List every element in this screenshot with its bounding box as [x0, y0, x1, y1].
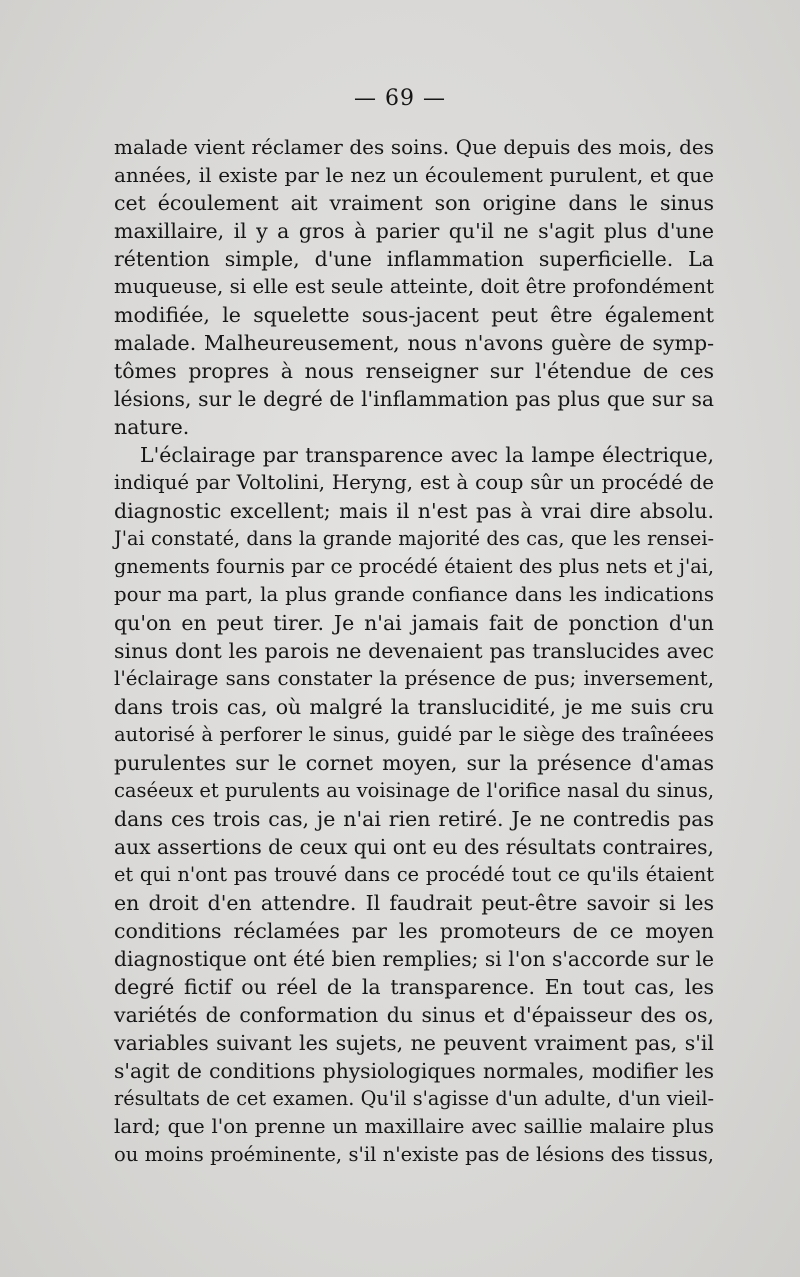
text-line: l'éclairage sans constater la présence de pus; inversement, — [114, 667, 714, 690]
text-line: malade. Malheureusement, nous n'avons guère de symp- — [114, 331, 714, 355]
text-line: qu'on en peut tirer. Je n'ai jamais fait de ponction d'un — [114, 611, 714, 635]
text-line: et qui n'ont pas trouvé dans ce procédé tout ce qu'ils étaient — [114, 863, 714, 886]
text-line: cet écoulement ait vraiment son origine dans le sinus — [114, 191, 714, 215]
text-line: modifiée, le squelette sous-jacent peut être également — [114, 303, 714, 327]
page-number: — 69 — — [354, 86, 446, 111]
text-line: années, il existe par le nez un écoulement purulent, et que — [114, 163, 714, 187]
text-line: s'agit de conditions physiologiques normales, modifier les — [114, 1059, 714, 1083]
text-line: diagnostic excellent; mais il n'est pas à vrai dire absolu. — [114, 499, 714, 523]
text-line: malade vient réclamer des soins. Que depuis des mois, des — [114, 135, 714, 159]
text-line: conditions réclamées par les promoteurs de ce moyen — [114, 919, 714, 943]
paragraph-1 — [114, 133, 714, 441]
text-line: lésions, sur le degré de l'inflammation pas plus que sur sa — [114, 387, 714, 411]
text-line: variables suivant les sujets, ne peuvent vraiment pas, s'il — [114, 1031, 714, 1055]
text-line: tômes propres à nous renseigner sur l'étendue de ces — [114, 359, 714, 383]
text-line: gnements fournis par ce procédé étaient des plus nets et j'ai, — [114, 555, 714, 578]
paragraph-2 — [114, 441, 714, 1169]
text-line: autorisé à perforer le sinus, guidé par le siège des traînéees — [114, 723, 714, 746]
text-line: aux assertions de ceux qui ont eu des résultats contraires, — [114, 835, 714, 859]
text-line: purulentes sur le cornet moyen, sur la présence d'amas — [114, 751, 714, 775]
text-line: nature. — [114, 415, 190, 439]
text-line: sinus dont les parois ne devenaient pas translucides avec — [114, 639, 714, 663]
text-line: indiqué par Voltolini, Heryng, est à coup sûr un procédé de — [114, 471, 714, 494]
text-line: muqueuse, si elle est seule atteinte, doit être profondément — [114, 275, 714, 298]
text-line: maxillaire, il y a gros à parier qu'il ne s'agit plus d'une — [114, 219, 714, 243]
text-line: résultats de cet examen. Qu'il s'agisse d'un adulte, d'un vieil- — [114, 1087, 714, 1110]
text-line: diagnostique ont été bien remplies; si l'on s'accorde sur le — [114, 947, 714, 971]
text-line: pour ma part, la plus grande confiance dans les indications — [114, 583, 714, 606]
text-line: J'ai constaté, dans la grande majorité des cas, que les rensei- — [114, 527, 714, 550]
text-line: lard; que l'on prenne un maxillaire avec saillie malaire plus — [114, 1115, 714, 1138]
text-line: dans ces trois cas, je n'ai rien retiré. Je ne contredis pas — [114, 807, 714, 831]
text-line: caséeux et purulents au voisinage de l'orifice nasal du sinus, — [114, 779, 715, 802]
text-line: variétés de conformation du sinus et d'épaisseur des os, — [114, 1003, 714, 1027]
text-line: dans trois cas, où malgré la translucidité, je me suis cru — [114, 695, 714, 719]
text-line: en droit d'en attendre. Il faudrait peut-être savoir si les — [114, 891, 714, 915]
text-line: L'éclairage par transparence avec la lampe électrique, — [140, 443, 714, 467]
text-line: degré fictif ou réel de la transparence. En tout cas, les — [114, 975, 714, 999]
text-line: rétention simple, d'une inflammation superficielle. La — [114, 247, 714, 271]
body-text — [114, 133, 714, 1169]
text-line: ou moins proéminente, s'il n'existe pas de lésions des tissus, — [114, 1143, 714, 1166]
